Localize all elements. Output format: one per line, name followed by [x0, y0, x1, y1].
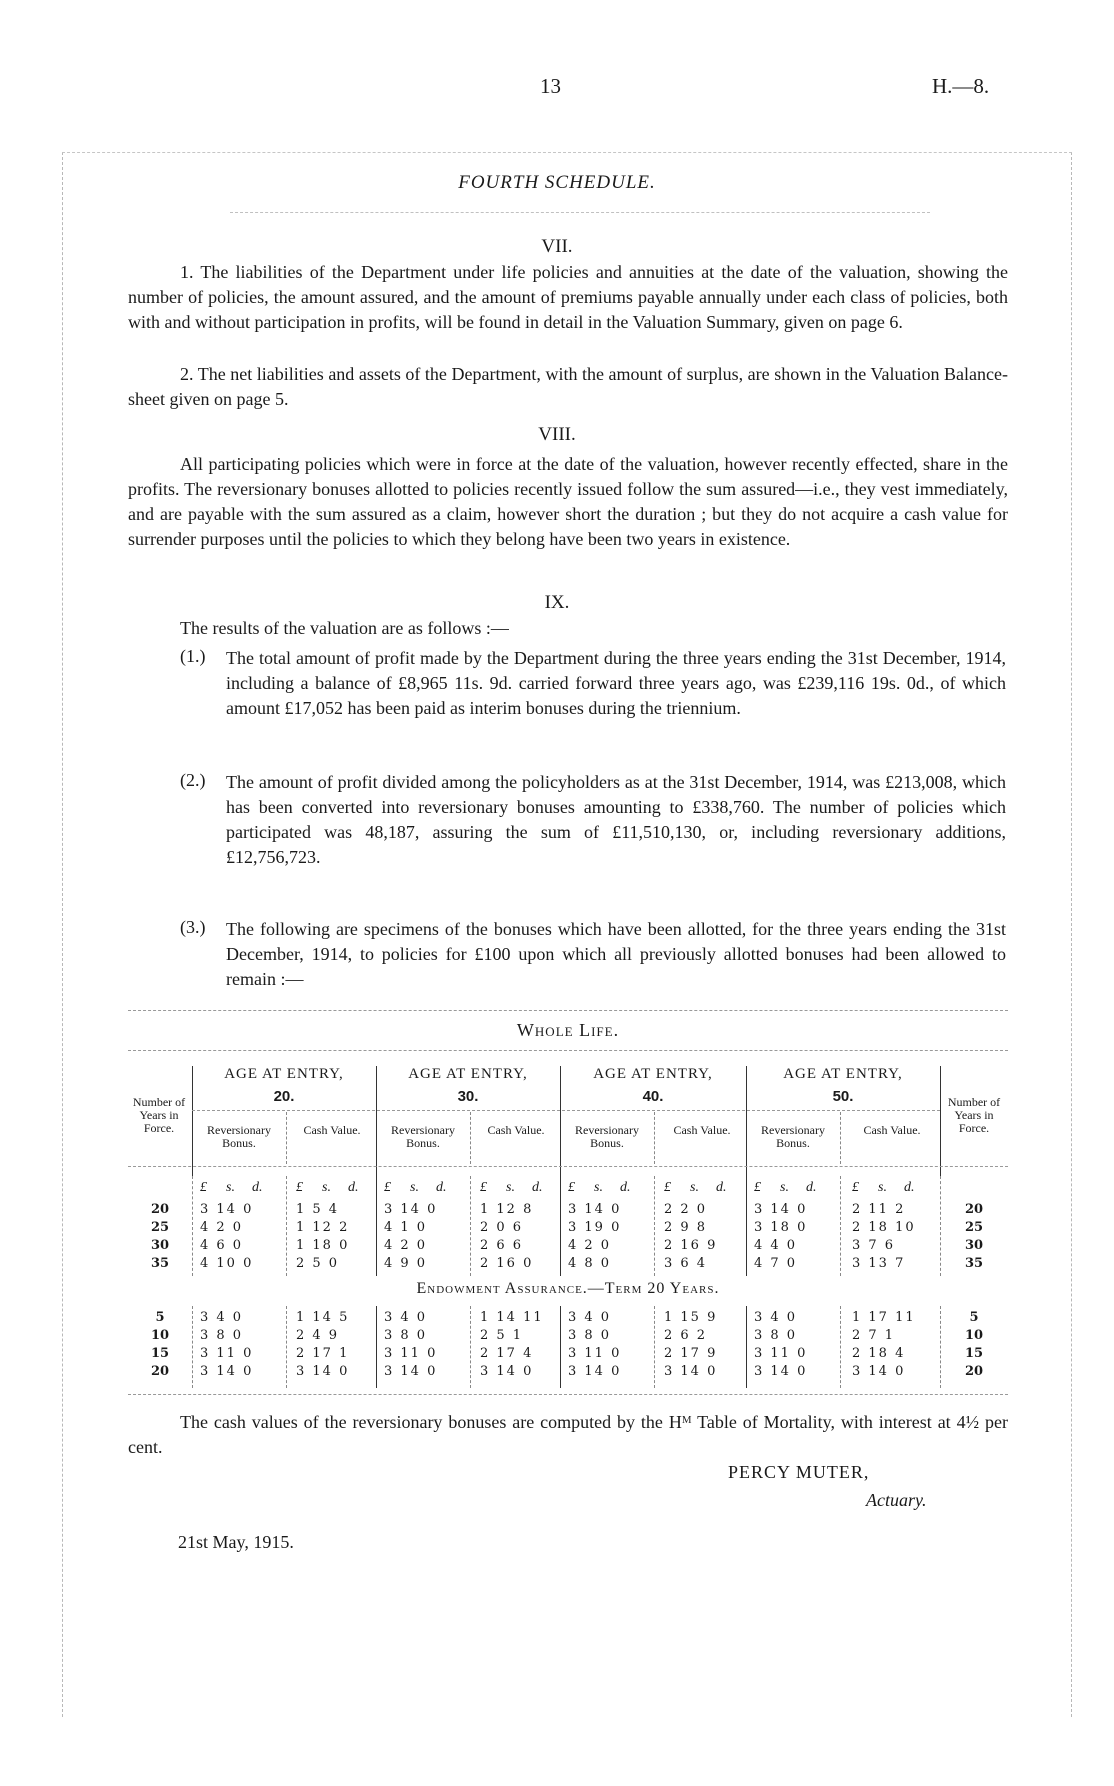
unit-shilling: s.	[410, 1180, 419, 1195]
unit-pence: d.	[436, 1180, 447, 1195]
table-cell: 3 4 0	[200, 1310, 244, 1325]
years-in-force-right: 5	[969, 1310, 979, 1325]
result-item-2-number: (2.)	[180, 770, 206, 790]
signatory-name: PERCY MUTER,	[728, 1462, 870, 1482]
section-vii-paragraph-2: 2. The net liabilities and assets of the Department, with the amount of surplus, are shown in the Valuation Balance-sheet given on page 5.	[128, 364, 1008, 409]
table-cell: 3 4 0	[568, 1310, 612, 1325]
table-cell: 1 17 11	[852, 1310, 916, 1325]
years-in-force-left: 20	[150, 1364, 170, 1379]
table-cell: 3 14 0	[384, 1364, 438, 1379]
unit-pence: d.	[904, 1180, 915, 1195]
table-cell: 1 14 11	[480, 1310, 544, 1325]
table-cell: 3 19 0	[568, 1220, 622, 1235]
table-cell: 3 11 0	[384, 1346, 438, 1361]
table-cell: 2 5 1	[480, 1328, 524, 1343]
table-title: Whole Life.	[516, 1020, 620, 1040]
table-cell: 2 17 9	[664, 1346, 718, 1361]
years-in-force-left: 20	[150, 1202, 170, 1217]
unit-shilling: s.	[322, 1180, 331, 1195]
years-in-force-right: 30	[964, 1238, 984, 1253]
closing-note: The cash values of the reversionary bonuses are computed by the Hᴹ Table of Mortality, with interest at 4½ per cent.	[128, 1412, 1008, 1457]
unit-pound: £	[480, 1180, 487, 1195]
table-cell: 2 17 4	[480, 1346, 534, 1361]
unit-pound: £	[200, 1180, 207, 1195]
table-cell: 3 18 0	[754, 1220, 808, 1235]
sub-reversionary-30: Reversionary Bonus.	[391, 1123, 455, 1150]
table-cell: 4 9 0	[384, 1256, 428, 1271]
document-reference: H.—8.	[932, 74, 990, 98]
unit-shilling: s.	[780, 1180, 789, 1195]
table-cell: 3 14 0	[384, 1202, 438, 1217]
years-in-force-header-left: Number of Years in Force.	[132, 1095, 186, 1135]
table-cell: 3 13 7	[852, 1256, 906, 1271]
section-vii-paragraph-1: 1. The liabilities of the Department under life policies and annuities at the date of the valuation, showing the number of policies, the amount assured, and the amount of premiums payable annually under each class of policies, both with and without participation in profits, will be found in detail in the Valuation Summary, given on page 6.	[128, 262, 1008, 332]
result-item-3-text: The following are specimens of the bonuses which have been allotted, for the three years ending the 31st December, 1914, to policies for £100 upon which all previously allotted bonuses had been allowed to remain :—	[226, 919, 1006, 989]
table-cell: 4 7 0	[754, 1256, 798, 1271]
table-cell: 1 18 0	[296, 1238, 350, 1253]
table-cell: 3 14 0	[852, 1364, 906, 1379]
table-cell: 3 14 0	[200, 1202, 254, 1217]
table-cell: 3 8 0	[384, 1328, 428, 1343]
table-cell: 2 4 9	[296, 1328, 340, 1343]
section-ix-intro: The results of the valuation are as follows :—	[180, 618, 509, 638]
unit-pence: d.	[252, 1180, 263, 1195]
table-cell: 3 14 0	[296, 1364, 350, 1379]
years-in-force-left: 35	[150, 1256, 170, 1271]
unit-shilling: s.	[878, 1180, 887, 1195]
table-cell: 3 14 0	[200, 1364, 254, 1379]
years-in-force-right: 35	[964, 1256, 984, 1271]
years-in-force-right: 20	[964, 1202, 984, 1217]
table-cell: 3 14 0	[664, 1364, 718, 1379]
age-30: 30.	[457, 1088, 479, 1105]
table-cell: 3 14 0	[754, 1364, 808, 1379]
age-label-40: AGE AT ENTRY,	[593, 1066, 713, 1082]
table-cell: 2 18 10	[852, 1220, 916, 1235]
table-cell: 3 8 0	[200, 1328, 244, 1343]
table-cell: 4 4 0	[754, 1238, 798, 1253]
table-cell: 3 14 0	[568, 1364, 622, 1379]
table-cell: 1 12 2	[296, 1220, 350, 1235]
table-cell: 3 6 4	[664, 1256, 708, 1271]
sub-reversionary-50: Reversionary Bonus.	[761, 1123, 825, 1150]
section-viii-paragraph: All participating policies which were in force at the date of the valuation, however recently effected, share in the profits. The reversionary bonuses allotted to policies recently issued follow the sum assured—i.e., they vest immediately, and are payable with the sum assured as a claim, however short the duration ; but they do not acquire a cash value for surrender purposes until the policies to which they belong have been two years in existence.	[128, 454, 1008, 549]
table-cell: 4 2 0	[384, 1238, 428, 1253]
table-cell: 2 11 2	[852, 1202, 906, 1217]
table-cell: 3 11 0	[568, 1346, 622, 1361]
sub-cash-20: Cash Value.	[303, 1123, 361, 1137]
sub-cash-30: Cash Value.	[487, 1123, 545, 1137]
age-label-50: AGE AT ENTRY,	[783, 1066, 903, 1082]
table-cell: 4 6 0	[200, 1238, 244, 1253]
age-40: 40.	[642, 1088, 664, 1105]
section-vii-heading: VII.	[541, 236, 573, 257]
table-cell: 2 17 1	[296, 1346, 350, 1361]
result-item-1-number: (1.)	[180, 646, 206, 666]
result-item-3-number: (3.)	[180, 917, 206, 937]
years-in-force-left: 5	[155, 1310, 165, 1325]
table-cell: 4 1 0	[384, 1220, 428, 1235]
unit-pence: d.	[532, 1180, 543, 1195]
unit-pence: d.	[716, 1180, 727, 1195]
result-item-2-text: The amount of profit divided among the policyholders as at the 31st December, 1914, was £213,008, which has been converted into reversionary bonuses amounting to £338,760. The number of policies which participated was 48,187, assuring the sum of £11,510,130, or, including reversionary additions, £12,756,723.	[226, 772, 1006, 867]
unit-pence: d.	[806, 1180, 817, 1195]
unit-pence: d.	[348, 1180, 359, 1195]
unit-shilling: s.	[594, 1180, 603, 1195]
years-in-force-header-right: Number of Years in Force.	[947, 1095, 1001, 1135]
unit-shilling: s.	[226, 1180, 235, 1195]
signatory-title: Actuary.	[866, 1490, 927, 1510]
table-cell: 2 5 0	[296, 1256, 340, 1271]
age-50: 50.	[832, 1088, 854, 1105]
endowment-title: Endowment Assurance.—Term 20 Years.	[416, 1280, 720, 1297]
table-cell: 3 7 6	[852, 1238, 896, 1253]
table-cell: 2 9 8	[664, 1220, 708, 1235]
age-label-20: AGE AT ENTRY,	[224, 1066, 344, 1082]
unit-shilling: s.	[690, 1180, 699, 1195]
table-cell: 3 4 0	[754, 1310, 798, 1325]
years-in-force-left: 25	[150, 1220, 170, 1235]
years-in-force-left: 15	[150, 1346, 170, 1361]
sub-cash-40: Cash Value.	[673, 1123, 731, 1137]
table-cell: 4 8 0	[568, 1256, 612, 1271]
years-in-force-right: 15	[964, 1346, 984, 1361]
table-cell: 4 10 0	[200, 1256, 254, 1271]
section-ix-heading: IX.	[544, 592, 570, 613]
unit-shilling: s.	[506, 1180, 515, 1195]
table-cell: 3 8 0	[754, 1328, 798, 1343]
table-cell: 3 8 0	[568, 1328, 612, 1343]
bonus-table	[128, 1010, 1008, 1396]
table-cell: 1 14 5	[296, 1310, 350, 1325]
table-cell: 2 6 6	[480, 1238, 524, 1253]
years-in-force-right: 20	[964, 1364, 984, 1379]
table-cell: 4 2 0	[200, 1220, 244, 1235]
table-cell: 1 15 9	[664, 1310, 718, 1325]
age-label-30: AGE AT ENTRY,	[408, 1066, 528, 1082]
schedule-title: FOURTH SCHEDULE.	[458, 172, 656, 193]
unit-pound: £	[568, 1180, 575, 1195]
table-cell: 1 12 8	[480, 1202, 534, 1217]
unit-pound: £	[664, 1180, 671, 1195]
table-cell: 2 16 9	[664, 1238, 718, 1253]
table-cell: 1 5 4	[296, 1202, 340, 1217]
result-item-1-text: The total amount of profit made by the Department during the three years ending the 31st December, 1914, including a balance of £8,965 11s. 9d. carried forward three years ago, was £239,116 19s. 0d., of which amount £17,052 has been paid as interim bonuses during the triennium.	[226, 648, 1006, 718]
sub-reversionary-20: Reversionary Bonus.	[207, 1123, 271, 1150]
unit-pound: £	[754, 1180, 761, 1195]
unit-pound: £	[852, 1180, 859, 1195]
table-cell: 3 11 0	[200, 1346, 254, 1361]
section-viii-heading: VIII.	[538, 424, 576, 445]
document-date: 21st May, 1915.	[178, 1532, 294, 1552]
table-cell: 2 7 1	[852, 1328, 896, 1343]
page-number: 13	[540, 74, 561, 98]
table-cell: 2 2 0	[664, 1202, 708, 1217]
years-in-force-right: 10	[964, 1328, 984, 1343]
years-in-force-right: 25	[964, 1220, 984, 1235]
table-cell: 3 14 0	[568, 1202, 622, 1217]
years-in-force-left: 10	[150, 1328, 170, 1343]
table-cell: 4 2 0	[568, 1238, 612, 1253]
unit-pence: d.	[620, 1180, 631, 1195]
unit-pound: £	[296, 1180, 303, 1195]
years-in-force-left: 30	[150, 1238, 170, 1253]
table-cell: 2 18 4	[852, 1346, 906, 1361]
sub-cash-50: Cash Value.	[863, 1123, 921, 1137]
sub-reversionary-40: Reversionary Bonus.	[575, 1123, 639, 1150]
table-cell: 3 14 0	[754, 1202, 808, 1217]
table-cell: 2 16 0	[480, 1256, 534, 1271]
unit-pound: £	[384, 1180, 391, 1195]
table-cell: 3 4 0	[384, 1310, 428, 1325]
table-cell: 3 11 0	[754, 1346, 808, 1361]
table-cell: 3 14 0	[480, 1364, 534, 1379]
table-cell: 2 6 2	[664, 1328, 708, 1343]
table-cell: 2 0 6	[480, 1220, 524, 1235]
age-20: 20.	[273, 1088, 295, 1105]
title-rule	[230, 212, 930, 213]
